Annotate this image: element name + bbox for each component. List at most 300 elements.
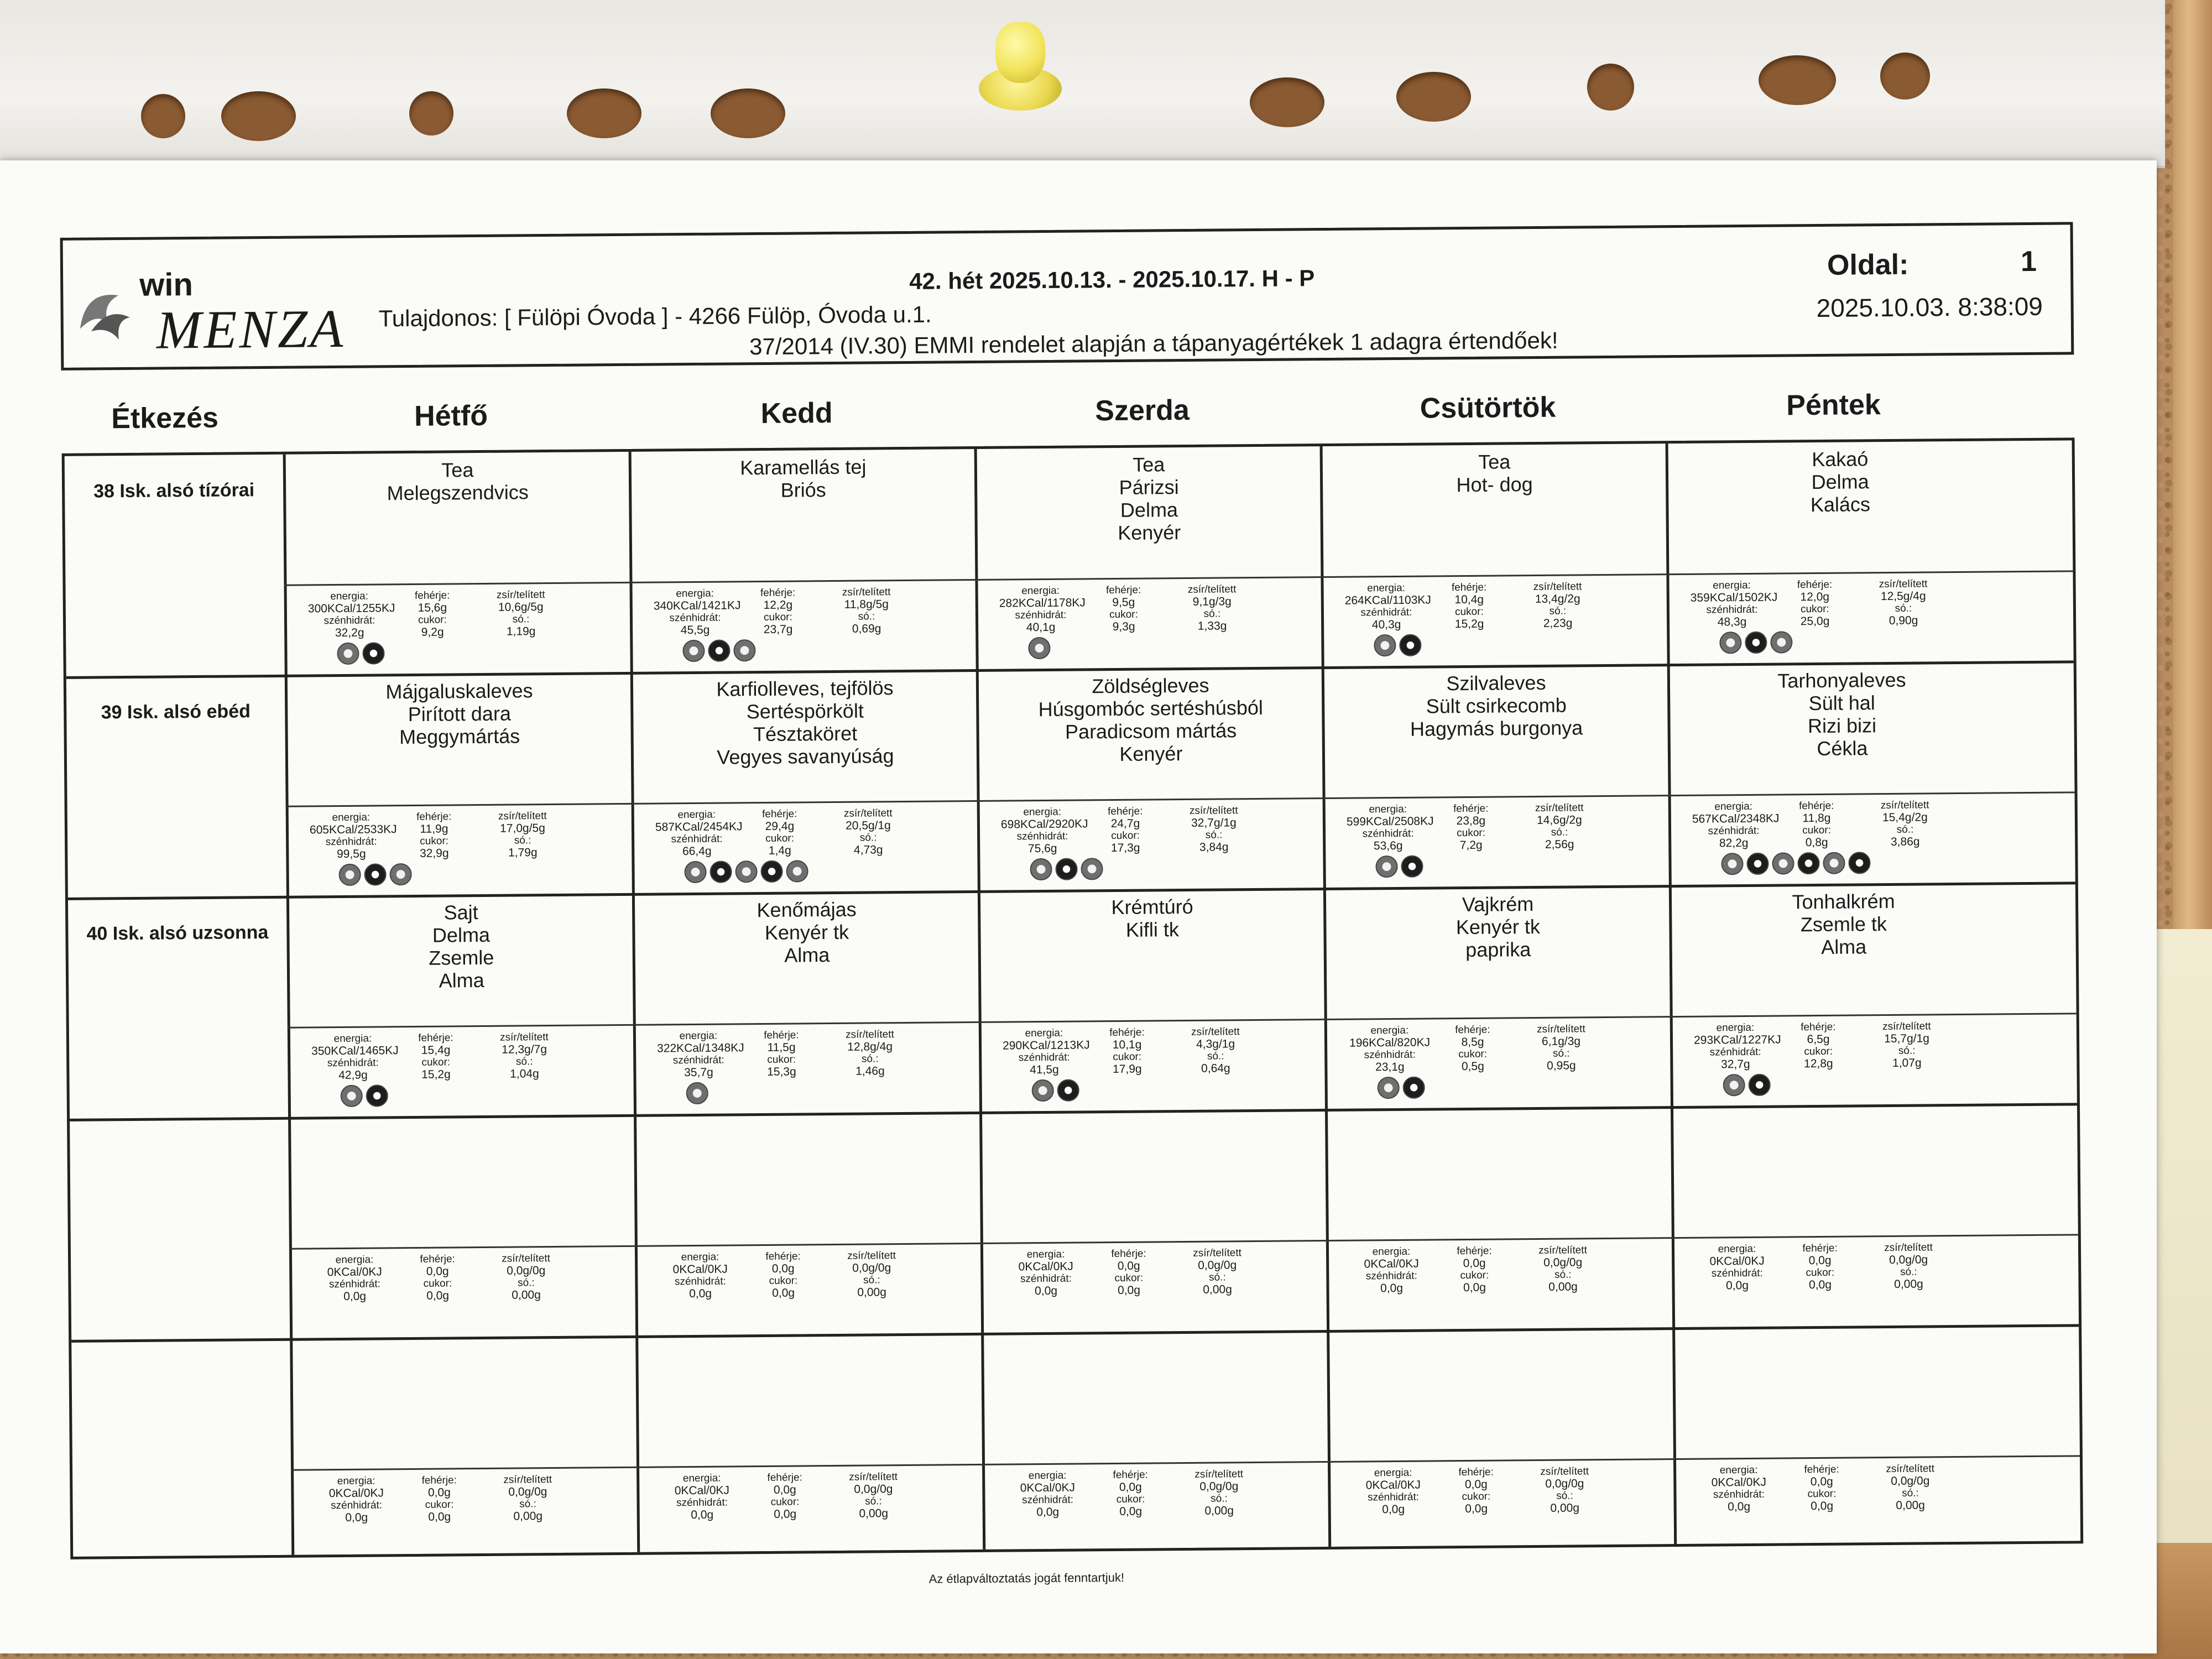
value-cukor: 0,0g — [772, 1286, 795, 1300]
value-energia: 567KCal/2348KJ — [1692, 812, 1780, 826]
punch-hole — [1880, 53, 1930, 100]
label-energia: energia: — [1026, 1248, 1065, 1261]
value-energia: 322KCal/1348KJ — [657, 1041, 744, 1055]
value-cukor: 12,8g — [1804, 1057, 1833, 1071]
value-energia: 0KCal/0KJ — [1711, 1475, 1767, 1489]
nutrition-block — [1324, 801, 1671, 878]
label-so: só.: — [865, 1495, 882, 1507]
value-so: 2,23g — [1543, 617, 1573, 630]
value-cukor: 0,8g — [1805, 836, 1828, 849]
value-so: 0,00g — [1204, 1504, 1234, 1517]
value-so: 1,07g — [1892, 1056, 1922, 1070]
label-so: só.: — [1898, 1045, 1916, 1057]
value-energia: 293KCal/1227KJ — [1693, 1033, 1781, 1047]
value-zsir: 0,0g/0g — [508, 1485, 547, 1499]
label-feherje: fehérje: — [420, 1253, 455, 1265]
header-box — [60, 222, 2074, 371]
value-cukor: 23,7g — [763, 623, 793, 636]
value-szenhidrat: 0,0g — [691, 1508, 714, 1522]
label-energia: energia: — [1718, 1243, 1756, 1255]
value-zsir: 11,8g/5g — [844, 598, 889, 611]
dish-cell — [1672, 1110, 2018, 1113]
dish-cell: Tarhonyaleves Sült hal Rizi bizi Cékla — [1777, 668, 1906, 760]
value-so: 0,90g — [1888, 614, 1918, 627]
label-szenhidrat: szénhidrát: — [1021, 1494, 1074, 1506]
nutrition-block — [1675, 1462, 2021, 1514]
dish-cell — [1674, 1331, 2020, 1334]
value-zsir: 0,0g/0g — [1891, 1474, 1930, 1488]
allergen-icon — [733, 639, 755, 661]
value-szenhidrat: 45,5g — [680, 623, 710, 637]
nutrition-block — [633, 807, 979, 884]
value-cukor: 0,0g — [1808, 1278, 1832, 1292]
label-so: só.: — [512, 613, 530, 625]
label-cukor: cukor: — [1460, 1269, 1489, 1282]
value-cukor: 0,0g — [426, 1289, 450, 1302]
label-energia: energia: — [1023, 806, 1062, 818]
value-cukor: 32,9g — [419, 847, 449, 860]
allergen-icon — [1403, 1077, 1425, 1099]
value-so: 0,95g — [1547, 1059, 1576, 1072]
dish-cell: Kenőmájas Kenyér tk Alma — [757, 898, 857, 967]
label-szenhidrat: szénhidrát: — [331, 1499, 383, 1512]
label-zsir: zsír/telített — [846, 1029, 894, 1041]
nutrition-block — [638, 1470, 984, 1522]
label-zsir: zsír/telített — [1880, 799, 1929, 812]
value-zsir: 12,8g/4g — [847, 1040, 893, 1053]
dish-cell: Májgaluskaleves Pirított dara Meggymártás — [385, 679, 533, 749]
label-cukor: cukor: — [1806, 1266, 1835, 1279]
value-feherje: 11,5g — [767, 1041, 796, 1054]
value-feherje: 0,0g — [771, 1262, 795, 1275]
allergen-icon — [786, 860, 808, 882]
croissant-icon — [74, 279, 141, 351]
label-zsir: zsír/telített — [1538, 1244, 1587, 1256]
label-feherje: fehérje: — [1451, 581, 1487, 594]
value-energia: 0KCal/0KJ — [674, 1484, 730, 1498]
allergen-icon — [341, 1085, 363, 1107]
label-szenhidrat: szénhidrát: — [1362, 827, 1414, 840]
nutrition-block — [289, 1031, 635, 1108]
label-zsir: zsír/telített — [1193, 1247, 1241, 1259]
label-cukor: cukor: — [418, 614, 447, 626]
value-feherje: 0,0g — [1808, 1254, 1832, 1267]
nutrition-block — [288, 810, 634, 886]
label-zsir: zsír/telített — [1535, 802, 1584, 815]
dish-cell: Tea Párizsi Delma Kenyér — [1118, 453, 1181, 544]
value-zsir: 10,6g/5g — [498, 601, 544, 614]
nutrition-block — [980, 1025, 1327, 1102]
label-zsir: zsír/telített — [1194, 1468, 1244, 1480]
nutrition-block — [979, 804, 1325, 881]
label-energia: energia: — [676, 587, 714, 600]
label-so: só.: — [1208, 1271, 1226, 1284]
label-energia: energia: — [1021, 585, 1060, 597]
value-cukor: 0,5g — [1461, 1060, 1484, 1073]
label-zsir: zsír/telített — [1886, 1463, 1935, 1475]
label-so: só.: — [1896, 823, 1914, 836]
allergen-icon — [1823, 852, 1845, 874]
label-energia: energia: — [1028, 1469, 1067, 1482]
label-zsir: zsír/telített — [1189, 805, 1238, 817]
plastic-sleeve — [0, 0, 2165, 168]
nutrition-block — [1673, 1241, 2020, 1292]
value-cukor: 0,0g — [428, 1510, 451, 1524]
value-szenhidrat: 40,3g — [1371, 618, 1401, 632]
punch-hole — [1759, 55, 1836, 105]
value-cukor: 1,4g — [768, 844, 791, 857]
value-so: 0,69g — [852, 622, 881, 635]
label-zsir: zsír/telített — [847, 1250, 896, 1262]
value-zsir: 0,0g/0g — [1889, 1253, 1928, 1267]
logo-win: win — [139, 267, 194, 303]
label-energia: energia: — [681, 1251, 719, 1264]
value-so: 4,73g — [853, 843, 883, 857]
label-szenhidrat: szénhidrát: — [1016, 830, 1068, 843]
allergen-icon — [1081, 858, 1103, 880]
label-so: só.: — [859, 832, 877, 844]
punch-hole — [1250, 77, 1324, 127]
label-zsir: zsír/telített — [1882, 1020, 1931, 1033]
label-energia: energia: — [332, 811, 371, 824]
value-so: 2,56g — [1545, 838, 1574, 851]
value-zsir: 6,1g/3g — [1541, 1035, 1581, 1048]
column-friday: Péntek — [1786, 389, 1881, 422]
label-szenhidrat: szénhidrát: — [1706, 603, 1758, 616]
value-szenhidrat: 0,0g — [1380, 1281, 1404, 1295]
value-energia: 290KCal/1213KJ — [1002, 1039, 1090, 1052]
dish-cell — [1328, 1334, 1674, 1337]
value-energia: 359KCal/1502KJ — [1690, 591, 1778, 604]
value-zsir: 0,0g/0g — [1198, 1259, 1237, 1272]
value-energia: 196KCal/820KJ — [1349, 1036, 1431, 1050]
nutrition-block — [635, 1028, 981, 1105]
allergen-icon — [1374, 634, 1396, 656]
value-feherje: 10,1g — [1112, 1038, 1142, 1052]
label-zsir: zsír/telített — [496, 589, 545, 601]
value-feherje: 0,0g — [427, 1486, 451, 1499]
value-feherje: 0,0g — [426, 1265, 449, 1278]
label-zsir: zsír/telített — [849, 1471, 898, 1483]
punch-hole — [711, 88, 785, 138]
label-cukor: cukor: — [1462, 1490, 1491, 1503]
label-so: só.: — [863, 1274, 880, 1286]
value-szenhidrat: 82,2g — [1719, 836, 1749, 850]
label-energia: energia: — [1367, 582, 1406, 594]
label-cukor: cukor: — [1454, 606, 1484, 618]
allergen-icon — [1399, 634, 1421, 656]
value-so: 0,00g — [1548, 1280, 1578, 1293]
nutrition-block — [293, 1473, 639, 1525]
label-so: só.: — [519, 1498, 536, 1510]
value-energia: 300KCal/1255KJ — [307, 602, 395, 615]
page-label: Oldal: — [1827, 248, 1909, 281]
value-szenhidrat: 32,7g — [1721, 1057, 1750, 1071]
allergen-icon — [364, 863, 386, 885]
allergen-icon — [709, 860, 732, 883]
value-feherje: 15,4g — [421, 1044, 451, 1057]
value-zsir: 9,1g/3g — [1192, 595, 1232, 608]
value-zsir: 4,3g/1g — [1196, 1037, 1235, 1051]
dish-cell — [290, 1121, 635, 1124]
meal-label — [72, 1364, 290, 1366]
column-wednesday: Szerda — [1095, 394, 1190, 427]
value-szenhidrat: 40,1g — [1026, 620, 1056, 634]
label-cukor: cukor: — [765, 832, 795, 844]
label-szenhidrat: szénhidrát: — [1015, 609, 1067, 622]
value-cukor: 15,2g — [421, 1068, 451, 1081]
value-feherje: 29,4g — [765, 820, 795, 833]
label-szenhidrat: szénhidrát: — [328, 1278, 380, 1291]
label-energia: energia: — [1370, 1024, 1409, 1037]
dish-cell — [291, 1342, 637, 1345]
label-feherje: fehérje: — [1111, 1248, 1146, 1260]
label-zsir: zsír/telített — [843, 807, 893, 820]
label-cukor: cukor: — [1807, 1488, 1837, 1500]
value-zsir: 13,4g/2g — [1535, 592, 1580, 606]
allergen-icon — [708, 639, 730, 661]
value-energia: 698KCal/2920KJ — [1000, 817, 1088, 831]
label-energia: energia: — [1714, 800, 1753, 813]
label-feherje: fehérje: — [414, 589, 450, 602]
label-szenhidrat: szénhidrát: — [676, 1496, 728, 1509]
meal-label: 38 Isk. alsó tízórai — [93, 479, 255, 502]
meal-label: 39 Isk. alsó ebéd — [101, 701, 251, 723]
value-cukor: 17,9g — [1113, 1062, 1142, 1076]
dish-cell: Krémtúró Kifli tk — [1111, 895, 1193, 941]
value-energia: 264KCal/1103KJ — [1344, 593, 1431, 607]
logo-menza: MENZA — [156, 299, 346, 361]
nutrition-block — [1329, 1465, 1676, 1516]
label-feherje: fehérje: — [767, 1472, 802, 1484]
value-energia: 0KCal/0KJ — [328, 1486, 384, 1500]
allergen-icon — [1770, 631, 1792, 653]
value-szenhidrat: 0,0g — [345, 1511, 368, 1524]
label-szenhidrat: szénhidrát: — [1713, 1488, 1765, 1501]
dish-cell — [637, 1339, 983, 1342]
nutrition-block — [637, 1249, 983, 1301]
label-so: só.: — [861, 1053, 879, 1065]
allergen-icon — [337, 643, 359, 665]
label-szenhidrat: szénhidrát: — [672, 1054, 724, 1067]
label-szenhidrat: szénhidrát: — [1708, 825, 1760, 837]
label-zsir: zsír/telített — [1187, 583, 1237, 596]
label-feherje: fehérje: — [1113, 1469, 1148, 1481]
value-szenhidrat: 41,5g — [1030, 1063, 1059, 1077]
dish-cell: Tea Melegszendvics — [387, 458, 529, 505]
allergen-icon — [1401, 855, 1423, 878]
label-energia: energia: — [330, 590, 369, 603]
allergen-icon — [682, 640, 705, 662]
allergen-icon — [1028, 637, 1050, 659]
value-energia: 0KCal/0KJ — [1020, 1481, 1076, 1495]
nutrition-block — [984, 1468, 1330, 1519]
dish-cell: Szilvaleves Sült csirkecomb Hagymás burgonya — [1410, 671, 1583, 740]
label-feherje: fehérje: — [1109, 1026, 1145, 1039]
dish-cell: Tea Hot- dog — [1456, 450, 1533, 497]
value-energia: 587KCal/2454KJ — [655, 820, 743, 834]
value-energia: 282KCal/1178KJ — [999, 596, 1086, 610]
label-zsir: zsír/telített — [498, 810, 547, 822]
allergen-icon — [389, 863, 411, 885]
allergen-icon — [366, 1084, 388, 1107]
label-feherje: fehérje: — [1107, 805, 1143, 818]
value-szenhidrat: 0,0g — [1036, 1505, 1060, 1519]
dish-cell — [1327, 1113, 1672, 1115]
allergen-icon — [1797, 852, 1819, 874]
value-so: 0,00g — [512, 1288, 541, 1302]
footer-note: Az étlapváltoztatás jogát fenntartjuk! — [928, 1570, 1125, 1586]
value-so: 1,19g — [506, 625, 536, 638]
label-cukor: cukor: — [1458, 1048, 1488, 1061]
label-so: só.: — [1203, 608, 1221, 620]
label-feherje: fehérje: — [762, 808, 797, 820]
value-szenhidrat: 42,9g — [338, 1068, 368, 1082]
label-szenhidrat: szénhidrát: — [1020, 1272, 1072, 1285]
value-cukor: 17,3g — [1110, 841, 1140, 855]
row-divider — [71, 1324, 2079, 1343]
dish-cell: Karfiolleves, tejfölös Sertéspörkölt Tésztaköret Vegyes savanyúság — [716, 676, 894, 769]
column-thursday: Csütörtök — [1420, 391, 1556, 425]
value-szenhidrat: 53,6g — [1373, 839, 1403, 853]
menu-grid — [62, 437, 2084, 1559]
value-szenhidrat: 0,0g — [1725, 1279, 1749, 1292]
label-energia: energia: — [333, 1032, 372, 1045]
value-cukor: 0,0g — [774, 1507, 797, 1521]
print-date: 2025.10.03. 8:38:09 — [1816, 291, 2043, 322]
value-cukor: 9,2g — [421, 625, 444, 639]
nutrition-block — [1668, 577, 2015, 654]
label-energia: energia: — [1025, 1027, 1063, 1040]
label-so: só.: — [515, 1056, 533, 1068]
value-so: 0,00g — [1896, 1499, 1926, 1512]
value-so: 0,00g — [1203, 1283, 1232, 1296]
value-szenhidrat: 99,5g — [336, 847, 366, 861]
value-energia: 599KCal/2508KJ — [1346, 815, 1434, 828]
value-feherje: 12,2g — [763, 598, 793, 612]
label-so: só.: — [1207, 1050, 1224, 1062]
value-cukor: 0,0g — [1119, 1505, 1142, 1518]
label-feherje: fehérje: — [1798, 800, 1834, 812]
value-szenhidrat: 75,6g — [1027, 842, 1057, 855]
punch-hole — [221, 91, 296, 141]
label-so: só.: — [1902, 1487, 1919, 1499]
punch-hole — [409, 91, 453, 135]
allergen-icon — [686, 1082, 708, 1104]
allergen-icon — [1375, 855, 1397, 878]
label-cukor: cukor: — [1800, 603, 1829, 615]
label-feherje: fehérje: — [1457, 1245, 1492, 1258]
value-so: 0,00g — [1894, 1277, 1923, 1291]
dish-cell: Kakaó Delma Kalács — [1810, 447, 1871, 517]
dish-cell — [983, 1337, 1328, 1339]
nutrition-block — [632, 586, 978, 662]
value-so: 0,00g — [859, 1507, 889, 1520]
label-so: só.: — [1552, 1047, 1570, 1060]
label-szenhidrat: szénhidrát: — [1365, 1270, 1417, 1282]
label-cukor: cukor: — [769, 1275, 798, 1287]
value-cukor: 0,0g — [1811, 1499, 1834, 1513]
label-feherje: fehérje: — [1797, 578, 1833, 591]
value-szenhidrat: 66,4g — [682, 844, 712, 858]
value-feherje: 24,7g — [1110, 817, 1140, 831]
value-feherje: 10,4g — [1454, 593, 1484, 607]
label-cukor: cukor: — [1114, 1272, 1144, 1285]
regulation-note: 37/2014 (IV.30) EMMI rendelet alapján a tápanyagértékek 1 adagra értendőek! — [749, 327, 1558, 360]
label-so: só.: — [1551, 826, 1568, 838]
punch-hole — [1587, 64, 1634, 111]
label-feherje: fehérje: — [421, 1474, 457, 1486]
allergen-icon — [1745, 632, 1767, 654]
value-szenhidrat: 0,0g — [689, 1287, 712, 1301]
allergen-icon — [684, 861, 706, 883]
label-so: só.: — [1211, 1493, 1228, 1505]
page-number: 1 — [2020, 245, 2037, 278]
column-monday: Hétfő — [414, 399, 488, 432]
dish-cell: Tonhalkrém Zsemle tk Alma — [1792, 889, 1895, 958]
owner-info: Tulajdonos: [ Fülöpi Óvoda ] - 4266 Fülöp, Óvoda u.1. — [378, 301, 932, 332]
nutrition-block — [1323, 580, 1669, 657]
label-cukor: cukor: — [1113, 1051, 1142, 1063]
value-feherje: 11,8g — [1802, 811, 1831, 825]
label-zsir: zsír/telített — [1536, 1023, 1585, 1036]
label-feherje: fehérje: — [1105, 584, 1141, 597]
meal-label: 40 Isk. alsó uzsonna — [86, 922, 269, 945]
value-feherje: 0,0g — [1463, 1256, 1486, 1270]
value-cukor: 0,0g — [1465, 1502, 1488, 1516]
label-so: só.: — [1900, 1266, 1917, 1278]
push-pin-head — [995, 22, 1045, 83]
label-so: só.: — [514, 834, 531, 847]
board-frame — [2173, 0, 2212, 929]
label-energia: energia: — [335, 1254, 374, 1266]
label-szenhidrat: szénhidrát: — [1709, 1046, 1761, 1058]
label-feherje: fehérje: — [765, 1250, 801, 1262]
label-feherje: fehérje: — [416, 811, 452, 823]
value-so: 1,04g — [510, 1067, 539, 1081]
value-szenhidrat: 32,2g — [335, 626, 364, 640]
label-cukor: cukor: — [1111, 830, 1140, 842]
printed-menu — [55, 183, 2085, 1604]
value-feherje: 6,5g — [1807, 1032, 1830, 1046]
label-so: só.: — [1549, 605, 1567, 617]
value-so: 1,46g — [855, 1065, 885, 1078]
label-feherje: fehérje: — [760, 587, 796, 599]
value-zsir: 14,6g/2g — [1536, 813, 1582, 827]
label-cukor: cukor: — [770, 1496, 800, 1508]
punch-hole — [567, 88, 641, 138]
allergen-icon — [1721, 853, 1743, 875]
nutrition-block — [977, 583, 1323, 660]
label-zsir: zsír/telített — [1533, 581, 1582, 593]
label-zsir: zsír/telített — [842, 586, 891, 598]
value-so: 1,33g — [1197, 619, 1227, 633]
allergen-icon — [1030, 858, 1052, 880]
dish-cell: Karamellás tej Briós — [740, 455, 867, 502]
label-energia: energia: — [682, 1472, 721, 1485]
value-energia: 350KCal/1465KJ — [311, 1044, 399, 1058]
nutrition-block — [1672, 1020, 2018, 1097]
week-range: 42. hét 2025.10.13. - 2025.10.17. H - P — [909, 265, 1315, 294]
value-so: 3,84g — [1199, 841, 1229, 854]
label-cukor: cukor: — [423, 1277, 452, 1290]
value-zsir: 20,5g/1g — [845, 819, 891, 832]
value-so: 0,00g — [1550, 1501, 1580, 1515]
allergen-icon — [760, 860, 782, 883]
label-szenhidrat: szénhidrát: — [327, 1057, 379, 1070]
value-zsir: 12,3g/7g — [502, 1043, 547, 1056]
column-meal: Étkezés — [111, 401, 219, 435]
